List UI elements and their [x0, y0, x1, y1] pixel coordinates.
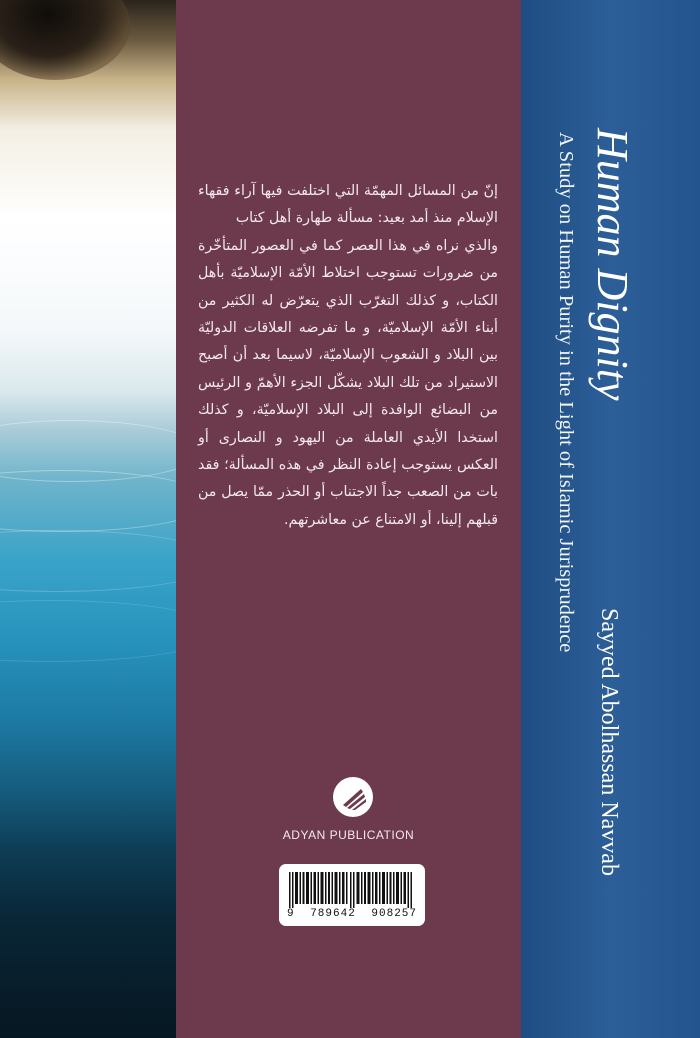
isbn-barcode [279, 864, 425, 926]
isbn-digit-group-left: 789642 [310, 908, 356, 920]
isbn-digit-group-right: 908257 [371, 908, 418, 920]
isbn-digit-prefix: 9 [286, 908, 295, 920]
water-sky-photo [0, 0, 176, 1038]
back-panel [176, 0, 521, 1038]
dark-cloud [0, 0, 130, 80]
isbn-digits [279, 908, 425, 920]
book-subtitle: A Study on Human Purity in the Light of Islamic Jurisprudence [555, 132, 577, 653]
publisher-name: ADYAN PUBLICATION [282, 828, 415, 842]
blurb-paragraph-1: إنّ من المسائل المهمّة التي اختلفت فيها آراء فقهاء الإسلام منذ أمد بعيد: مسألة طهارة أهل كتاب [198, 183, 498, 227]
book-title: Human Dignity [588, 128, 637, 401]
adyan-logo-icon [331, 775, 375, 819]
blurb-paragraph-2: والذي نراه في هذا العصر كما في العصور المتأخّرة من ضرورات تستوجب اختلاط الأمّة الإسلاميّة بأهل الكتاب، و كذلك التغرّب الذي يتعرّض له الكثير من أبناء الأمّة الإسلاميّة، و ما تفرضه العلاقات الدوليّة بين البلاد و الشعوب الإسلاميّة، لاسيما بعد أن أصبح الاستيراد من تلك البلاد يشكّل الجزء الأهمّ و الرئيس من البضائع الوافدة إلى البلاد الإسلاميّة، و كذلك استخدا الأيدي العاملة من اليهود و النصارى أو العكس يستوجب إعادة النظر في هذه المسألة؛ فقد بات من الصعب جداً الاجتناب أو الحذر ممّا يصل من قبلهم إلينا، أو الامتناع عن معاشرتهم. [198, 237, 498, 528]
arabic-blurb [198, 178, 498, 534]
book-author: Sayyed Abolhassan Navvab [596, 608, 622, 876]
barcode-bars [289, 872, 415, 908]
